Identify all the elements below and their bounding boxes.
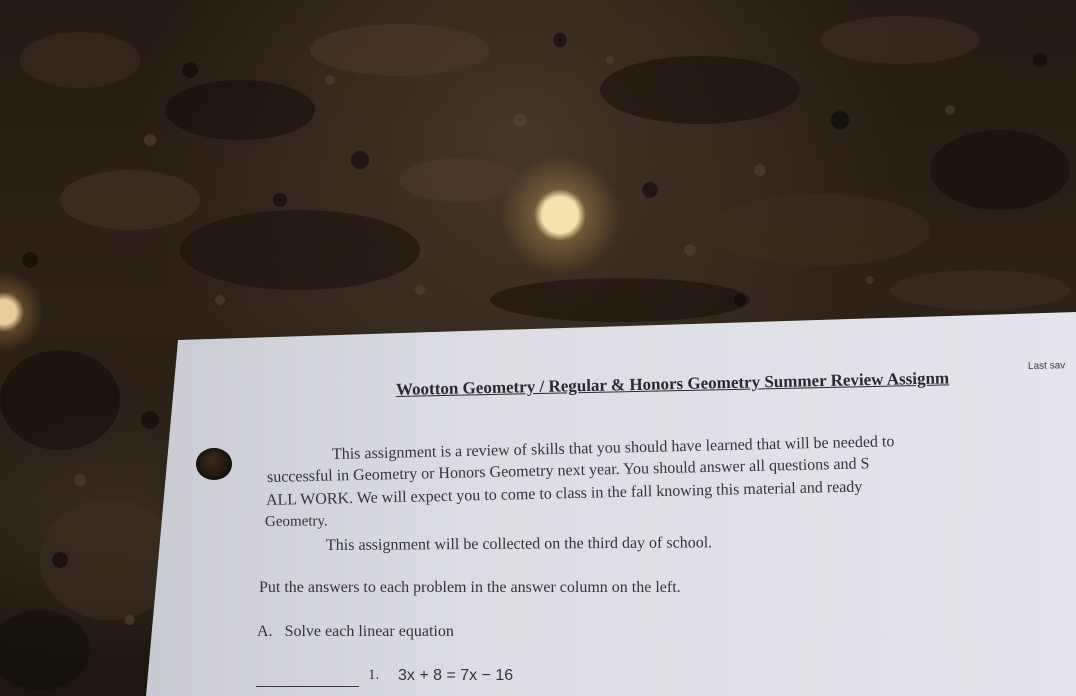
problem-number: 1.: [368, 667, 380, 683]
intro-line-4: Geometry.: [264, 513, 328, 530]
section-a-label: A.: [257, 623, 273, 640]
last-saved-label: Last sav: [1027, 360, 1066, 372]
section-a-heading: [257, 623, 454, 641]
answer-blank: [256, 686, 359, 687]
intro-line-2: successful in Geometry or Honors Geometry next year. You should answer all questions and S: [266, 455, 870, 486]
problem-equation: 3x + 8 = 7x − 16: [398, 667, 514, 684]
intro-line-1: This assignment is a review of skills that you should have learned that will be needed to: [331, 433, 895, 463]
instructions: Put the answers to each problem in the answer column on the left.: [259, 579, 681, 596]
intro-line-3: ALL WORK. We will expect you to come to class in the fall knowing this material and ready: [265, 478, 863, 509]
section-a-title: Solve each linear equation: [284, 623, 454, 640]
worksheet-title: Wootton Geometry / Regular & Honors Geometry Summer Review Assignm: [395, 368, 950, 399]
collection-note: This assignment will be collected on the third day of school.: [325, 534, 713, 554]
punched-hole: [196, 448, 232, 480]
